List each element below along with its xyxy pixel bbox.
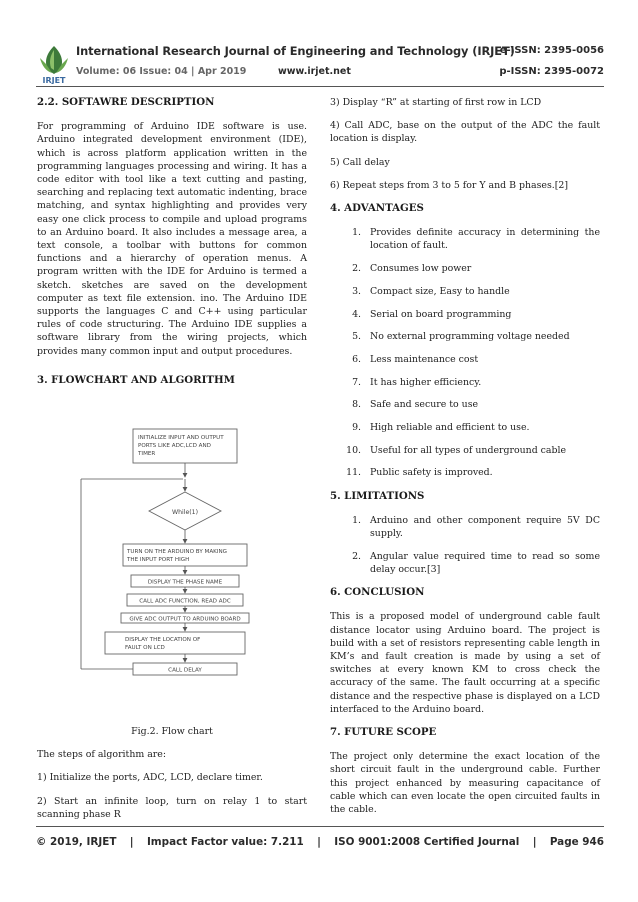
section-2-2-body: For programming of Arduino IDE software is use. Arduino integrated development environment (IDE), which is across platform application written in the programming languages processing and wiring. It has a code editor with tool like a text cutting and pasting, searching and replacing text automatic indenting, brace matching, and syntax highlighting and provides very easy one click process to compile and upload programs to an Arduino board. It also includes a message area, a text console, a toolbar with buttons for common functions and a hierarchy of operation menus. A program written with the IDE for Arduino is termed a sketch. sketches are saved on the development computer as text file extension. ino. The Arduino IDE supports the languages C and C++ using particular rules of code structuring. The Arduino IDE supplies a software library from the wiring projects, which provides many common input and output procedures. [37,121,307,357]
advantage-item: 3. Compact size, Easy to handle [364,285,600,298]
advantage-item: 7. It has higher efficiency. [364,376,600,389]
flow-give-adc: GIVE ADC OUTPUT TO ARDUINO BOARD [129,616,241,623]
flow-display-loc-line2: FAULT ON LCD [125,645,165,652]
section-5-heading: 5. LIMITATIONS [330,489,425,502]
algorithm-intro: The steps of algorithm are: [37,749,166,761]
journal-title: International Research Journal of Engineering and Technology (IRJET) [76,44,515,58]
advantage-item: 10. Useful for all types of underground cable [364,444,600,457]
advantage-item: 9. High reliable and efficient to use. [364,421,600,434]
logo-text: IRJET [42,76,66,84]
p-issn: p-ISSN: 2395-0072 [499,66,604,77]
footer-separator: | [317,836,321,848]
algorithm-step-1: 1) Initialize the ports, ADC, LCD, declare timer. [37,772,263,784]
footer-page-number: Page 946 [549,836,604,848]
flow-init-line3: TIMER [138,451,156,458]
advantage-item: 5. No external programming voltage needed [364,330,600,343]
volume-issue: Volume: 06 Issue: 04 | Apr 2019 [76,66,247,77]
section-7-body: The project only determine the exact location of the short circuit fault in the underground cable. Further this project enhanced by measuring capacitance of cable which can even locate the open circuited faults in the cable. [330,751,600,816]
figure-caption: Fig.2. Flow chart [131,726,213,738]
flow-display-loc-line1: DISPLAY THE LOCATION OF [125,637,201,644]
footer-separator: | [532,836,537,848]
section-6-body: This is a proposed model of underground cable fault distance locator using Arduino board. The project is build with a set of resistors representing cable length in KM’s and fault creation is made by using a set of switches at every known KM to cross check the accuracy of the same. The fault occurring at a specific distance and the respective phase is displayed on a LCD interfaced to the Arduino board. [330,611,600,715]
algorithm-step-6: 6) Repeat steps from 3 to 5 for Y and B phases.[2] [330,179,569,191]
flow-display-phase: DISPLAY THE PHASE NAME [147,579,223,586]
flow-turn-on-line1: TURN ON THE ARDUINO BY MAKING [127,549,228,556]
flowchart-figure [37,399,307,717]
right-column [330,96,600,826]
advantage-item: 1. Provides definite accuracy in determining the location of fault. [364,226,600,252]
limitation-item: 2. Angular value required time to read so some delay occur.[3] [364,550,600,576]
flow-call-adc: CALL ADC FUNCTION, READ ADC [139,598,231,605]
advantage-item: 6. Less maintenance cost [364,353,600,366]
flow-init-line1: INITIALIZE INPUT AND OUTPUT [138,435,224,442]
section-4-heading: 4. ADVANTAGES [330,202,424,215]
header-divider [36,86,604,87]
algorithm-step-4: 4) Call ADC, base on the output of the ADC the fault location is display. [330,120,600,145]
advantages-list [330,226,600,479]
e-issn: e-ISSN: 2395-0056 [499,45,604,56]
limitation-item: 1. Arduino and other component require 5V DC supply. [364,514,600,540]
advantage-item: 8. Safe and secure to use [364,398,600,411]
footer-separator: | [129,836,134,848]
flowchart-diagram [37,399,307,717]
footer-impact-factor: Impact Factor value: 7.211 [146,836,304,848]
limitations-list [330,514,600,576]
section-6-heading: 6. CONCLUSION [330,586,425,599]
flow-turn-on-line2: THE INPUT PORT HIGH [127,557,190,564]
section-7-heading: 7. FUTURE SCOPE [330,726,437,738]
flow-init-line2: PORTS LIKE ADC,LCD AND [138,443,211,450]
footer-iso: ISO 9001:2008 Certified Journal [334,836,520,848]
algorithm-step-3: 3) Display “R” at starting of first row in LCD [330,97,542,108]
advantage-item: 2. Consumes low power [364,262,600,275]
algorithm-step-2: 2) Start an infinite loop, turn on relay 1 to start scanning phase R [37,795,307,820]
flow-while-label: While(1) [171,509,199,517]
journal-header [36,44,604,90]
algorithm-step-5: 5) Call delay [330,156,390,168]
advantage-item: 4. Serial on board programming [364,308,600,321]
section-3-heading: 3. FLOWCHART AND ALGORITHM [37,373,235,386]
journal-website[interactable]: www.irjet.net [278,66,351,77]
section-2-2-heading: 2.2. SOFTAWRE DESCRIPTION [37,96,215,108]
footer-divider [36,826,604,827]
page-footer [36,836,604,848]
flow-call-delay: CALL DELAY [168,667,202,674]
footer-copyright: © 2019, IRJET [36,836,117,848]
irjet-logo-icon [36,44,72,84]
advantage-item: 11. Public safety is improved. [364,466,600,479]
left-column [37,96,307,831]
